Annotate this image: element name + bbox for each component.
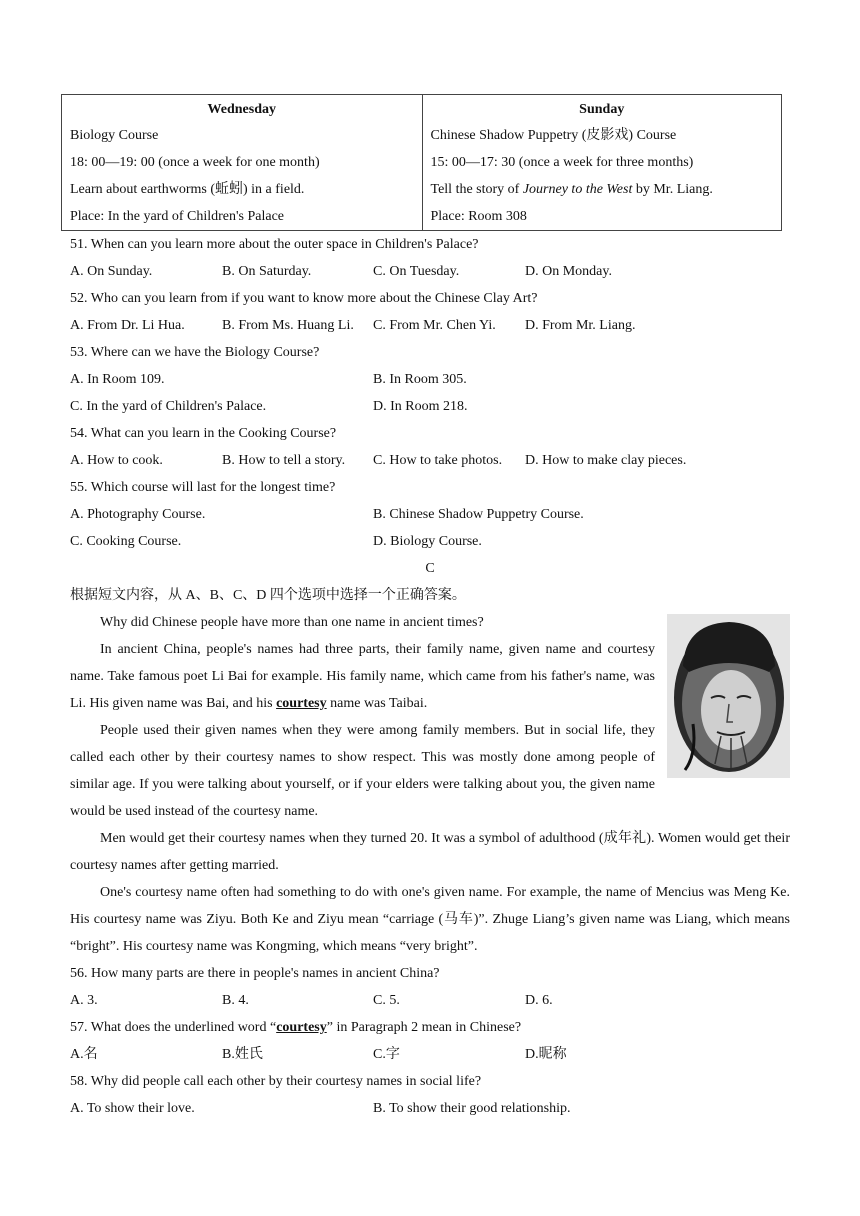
- underlined-word: courtesy: [276, 696, 327, 711]
- section-letter: C: [425, 561, 435, 576]
- question-52-stem: 52. Who can you learn from if you want to know more about the Chinese Clay Art?: [70, 291, 538, 306]
- option-b: B. In Room 305.: [373, 372, 467, 387]
- option-c: C.字: [373, 1047, 400, 1062]
- option-a: A. To show their love.: [70, 1101, 195, 1116]
- option-a: A. How to cook.: [70, 453, 163, 468]
- schedule-day: Wednesday: [207, 102, 276, 117]
- option-c: C. From Mr. Chen Yi.: [373, 318, 496, 333]
- option-c: C. 5.: [373, 993, 400, 1008]
- schedule-desc: Tell the story of Journey to the West by Mr. Liang.: [430, 182, 713, 197]
- passage-paragraph-1: In ancient China, people's names had three parts, their family name, given name and courtesy name. Take famous poet Li Bai for example. His family name, which came from his father's name, was Li. His given name was Bai, and his courtesy name was Taibai.: [70, 642, 655, 711]
- option-d: D. 6.: [525, 993, 553, 1008]
- schedule-place: Place: In the yard of Children's Palace: [70, 209, 285, 224]
- schedule-place: Place: Room 308: [430, 209, 527, 224]
- question-51-options: [70, 258, 790, 285]
- question-56-stem: 56. How many parts are there in people's names in ancient China?: [70, 966, 440, 981]
- option-b: B. 4.: [222, 993, 249, 1008]
- question-54-options: [70, 447, 790, 474]
- option-b: B.姓氏: [222, 1047, 263, 1062]
- option-b: B. From Ms. Huang Li.: [222, 318, 354, 333]
- section-instruction: 根据短文内容，从 A、B、C、D 四个选项中选择一个正确答案。: [70, 588, 466, 603]
- schedule-column-sunday: [422, 95, 782, 230]
- option-d: D. How to make clay pieces.: [525, 453, 687, 468]
- question-57-options: [70, 1041, 790, 1068]
- question-58-options: [70, 1095, 790, 1122]
- option-d: D. In Room 218.: [373, 399, 468, 414]
- question-54-stem: 54. What can you learn in the Cooking Course?: [70, 426, 337, 441]
- option-b: B. How to tell a story.: [222, 453, 346, 468]
- option-a: A. 3.: [70, 993, 98, 1008]
- option-d: D. Biology Course.: [373, 534, 482, 549]
- underlined-word: courtesy: [276, 1020, 327, 1035]
- option-d: D. On Monday.: [525, 264, 612, 279]
- question-53-stem: 53. Where can we have the Biology Course?: [70, 345, 320, 360]
- option-c: C. Cooking Course.: [70, 534, 182, 549]
- schedule-day: Sunday: [579, 102, 625, 117]
- book-title: Journey to the West: [522, 182, 633, 197]
- option-b: B. On Saturday.: [222, 264, 312, 279]
- option-b: B. Chinese Shadow Puppetry Course.: [373, 507, 584, 522]
- question-55-options-cd: [70, 528, 790, 555]
- option-c: C. In the yard of Children's Palace.: [70, 399, 267, 414]
- question-57-stem: 57. What does the underlined word “courtesy” in Paragraph 2 mean in Chinese?: [70, 1020, 522, 1035]
- schedule-time: 18: 00—19: 00 (once a week for one month): [70, 155, 320, 170]
- schedule-course: Chinese Shadow Puppetry (皮影戏) Course: [430, 128, 677, 143]
- question-52-options: [70, 312, 790, 339]
- question-55-options-ab: [70, 501, 790, 528]
- schedule-course: Biology Course: [70, 128, 159, 143]
- question-53-options-ab: [70, 366, 790, 393]
- option-a: A.名: [70, 1047, 98, 1062]
- option-c: C. How to take photos.: [373, 453, 503, 468]
- passage-title-line: Why did Chinese people have more than one name in ancient times?: [100, 615, 484, 630]
- option-a: A. From Dr. Li Hua.: [70, 318, 185, 333]
- option-b: B. To show their good relationship.: [373, 1101, 571, 1116]
- schedule-table: [61, 94, 782, 231]
- schedule-column-wednesday: [62, 95, 422, 230]
- passage-paragraph-2: People used their given names when they were among family members. But in social life, they called each other by their courtesy names to show respect. This was mostly done among people of similar age. If you were talking about yourself, or if your elders were talking about you, the given name would be used instead of the courtesy name.: [70, 723, 655, 819]
- question-53-options-cd: [70, 393, 790, 420]
- passage-paragraph-4: One's courtesy name often had something to do with one's given name. For example, the name of Mencius was Meng Ke. His courtesy name was Ziyu. Both Ke and Ziyu mean “carriage (马车)”. Zhuge Liang’s given name was Liang, which means “bright”. His courtesy name was Kongming, which means “very bright”.: [70, 885, 790, 954]
- question-55-stem: 55. Which course will last for the longest time?: [70, 480, 336, 495]
- option-d: D. From Mr. Liang.: [525, 318, 636, 333]
- passage-paragraph-3: Men would get their courtesy names when they turned 20. It was a symbol of adulthood (成年礼). Women would get their courtesy names after getting married.: [70, 831, 790, 873]
- question-56-options: [70, 987, 790, 1014]
- option-a: A. On Sunday.: [70, 264, 153, 279]
- schedule-time: 15: 00—17: 30 (once a week for three months): [430, 155, 694, 170]
- li-bai-portrait: [667, 614, 790, 778]
- option-d: D.昵称: [525, 1047, 567, 1062]
- question-51-stem: 51. When can you learn more about the outer space in Children's Palace?: [70, 237, 479, 252]
- option-c: C. On Tuesday.: [373, 264, 460, 279]
- option-a: A. Photography Course.: [70, 507, 206, 522]
- schedule-desc: Learn about earthworms (蚯蚓) in a field.: [70, 182, 305, 197]
- option-a: A. In Room 109.: [70, 372, 165, 387]
- question-58-stem: 58. Why did people call each other by their courtesy names in social life?: [70, 1074, 482, 1089]
